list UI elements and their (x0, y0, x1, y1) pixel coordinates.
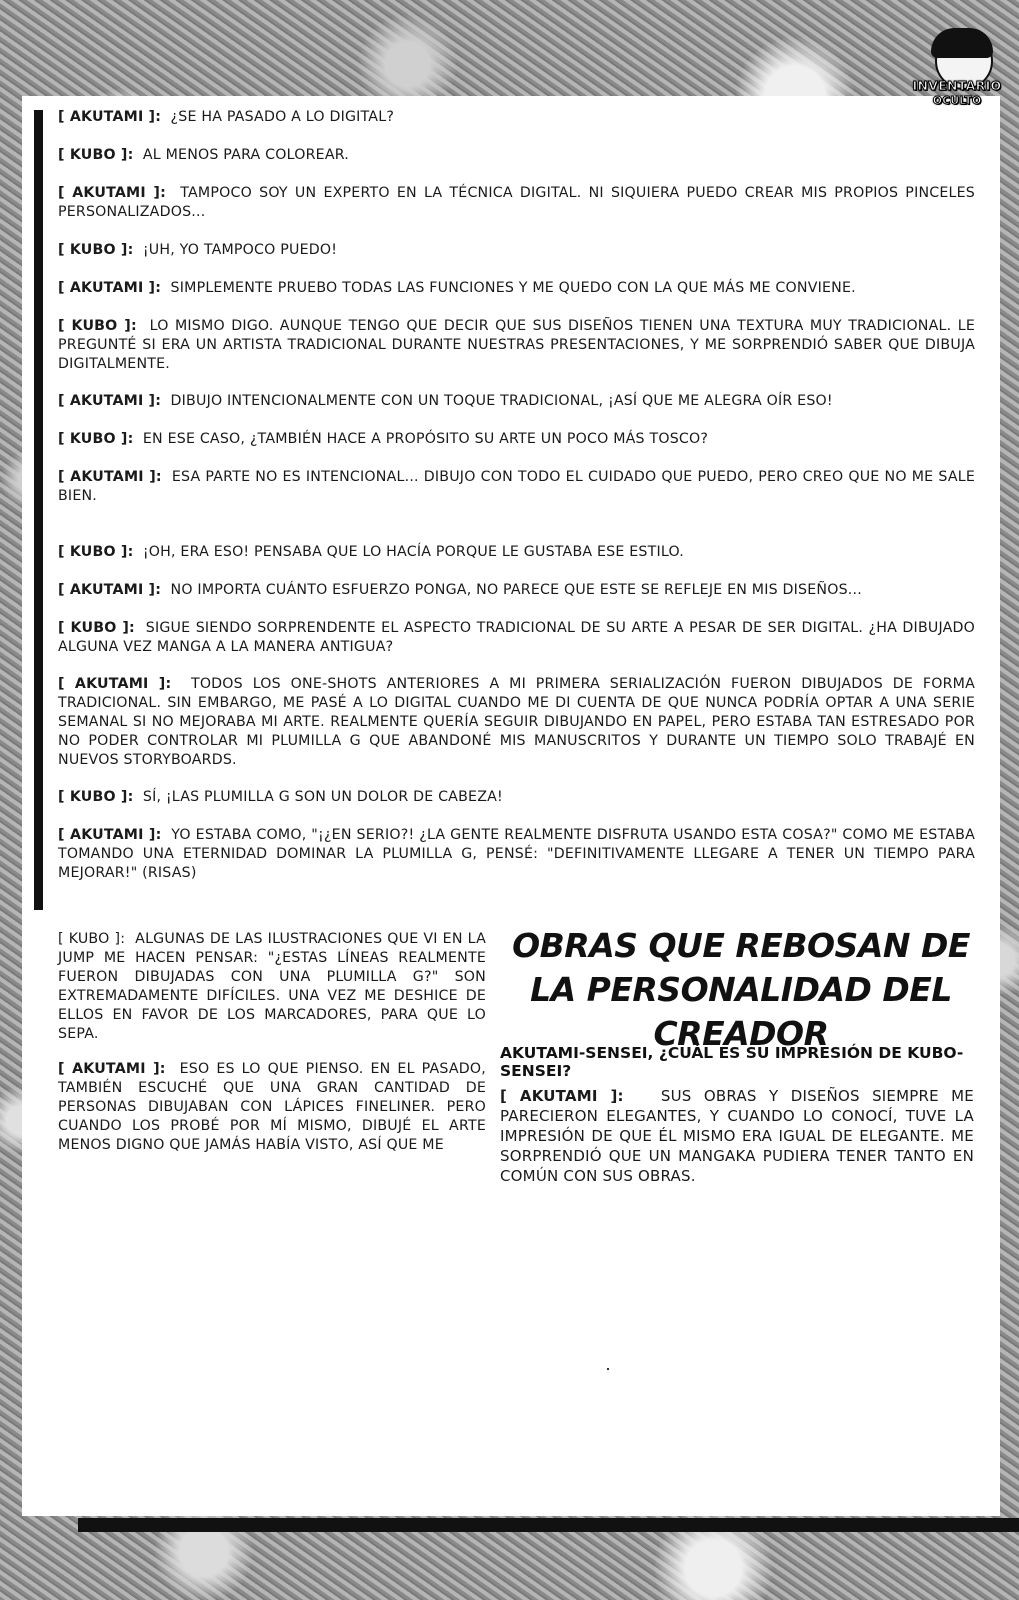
dialogue-p10: [ AKUTAMI ]: NO IMPORTA CUÁNTO ESFUERZO PONGA, NO PARECE QUE ESTE SE REFLEJE EN MIS DISEÑOS... (58, 582, 862, 598)
dialogue-p5: [ KUBO ]: LO MISMO DIGO. AUNQUE TENGO QUE DECIR QUE SUS DISEÑOS TIENEN UNA TEXTURA MUY TRADICIONAL. LE PREGUNTÉ SI ERA UN ARTISTA TRADICIONAL DURANTE NUESTRAS PRESENTACIONES, Y ME SORPRENDIÓ SABER QUE DIBUJA DIGITALMENTE. (58, 318, 976, 372)
dialogue-p13: [ KUBO ]: SÍ, ¡LAS PLUMILLA G SON UN DOLOR DE CABEZA! (58, 789, 503, 805)
dialogue-p14: [ AKUTAMI ]: YO ESTABA COMO, "¡¿EN SERIO?! ¿LA GENTE REALMENTE DISFRUTA USANDO ESTA COSA?" COMO ME ESTABA TOMANDO UNA ETERNIDAD DOMINAR LA PLUMILLA G, PENSÉ: "DEFINITIVAMENTE LLEGARE A TENER UN TIEMPO PARA MEJORAR!" (RISAS) (58, 827, 975, 881)
logo-hair-icon (931, 28, 993, 58)
inventario-oculto-logo (905, 26, 1009, 114)
section-answer: [ AKUTAMI ]: SUS OBRAS Y DISEÑOS SIEMPRE ME PARECIERON ELEGANTES, Y CUANDO LO CONOCÍ, TUVE LA IMPRESIÓN DE QUE ÉL MISMO ERA IGUAL DE ELEGANTE. ME SORPRENDIÓ QUE UN MANGAKA PUDIERA TENER TANTO EN COMÚN CON SUS OBRAS. (500, 1087, 974, 1185)
section-title: OBRAS QUE REBOSAN DE LA PERSONALIDAD DEL CREADOR (512, 926, 970, 1053)
dialogue-p9: [ KUBO ]: ¡OH, ERA ESO! PENSABA QUE LO HACÍA PORQUE LE GUSTABA ESE ESTILO. (58, 544, 684, 560)
logo-line2: OCULTO (932, 94, 982, 107)
section-question: AKUTAMI-SENSEI, ¿CUÁL ES SU IMPRESIÓN DE KUBO-SENSEI? (500, 1044, 964, 1080)
dialogue-p11: [ KUBO ]: SIGUE SIENDO SORPRENDENTE EL ASPECTO TRADICIONAL DE SU ARTE A PESAR DE SER DIGITAL. ¿HA DIBUJADO ALGUNA VEZ MANGA A LA MANERA ANTIGUA? (58, 620, 975, 655)
logo-line1: INVENTARIO (912, 78, 1002, 93)
dialogue-p2: [ AKUTAMI ]: TAMPOCO SOY UN EXPERTO EN LA TÉCNICA DIGITAL. NI SIQUIERA PUEDO CREAR MIS PROPIOS PINCELES PERSONALIZADOS... (58, 185, 976, 220)
dialogue-p4: [ AKUTAMI ]: SIMPLEMENTE PRUEBO TODAS LAS FUNCIONES Y ME QUEDO CON LA QUE MÁS ME CONVIENE. (58, 280, 856, 296)
dialogue-p7: [ KUBO ]: EN ESE CASO, ¿TAMBIÉN HACE A PROPÓSITO SU ARTE UN POCO MÁS TOSCO? (58, 431, 709, 447)
left-border-bar (34, 110, 43, 910)
dialogue-p3: [ KUBO ]: ¡UH, YO TAMPOCO PUEDO! (58, 242, 338, 258)
dialogue-p6: [ AKUTAMI ]: DIBUJO INTENCIONALMENTE CON UN TOQUE TRADICIONAL, ¡ASÍ QUE ME ALEGRA OÍR ESO! (58, 393, 833, 409)
left-column-p0: [ KUBO ]: ALGUNAS DE LAS ILUSTRACIONES QUE VI EN LA JUMP ME HACEN PENSAR: "¿ESTAS LÍNEAS REALMENTE FUERON DIBUJADAS CON UNA PLUMILLA G?" SON EXTREMADAMENTE DIFÍCILES. UNA VEZ ME DESHICE DE ELLOS EN FAVOR DE LOS MARCADORES, PARA QUE LO SEPA. (58, 931, 486, 1042)
stray-dot (607, 1368, 609, 1370)
dialogue-p12: [ AKUTAMI ]: TODOS LOS ONE-SHOTS ANTERIORES A MI PRIMERA SERIALIZACIÓN FUERON DIBUJADOS DE FORMA TRADICIONAL. SIN EMBARGO, ME PASÉ A LO DIGITAL CUANDO ME DI CUENTA DE QUE NUNCA PODRÍA OPTAR A UNA SERIE SEMANAL SI NO MEJORABA MI ARTE. REALMENTE QUERÍA SEGUIR DIBUJANDO EN PAPEL, PERO ESTABA TAN ESTRESADO POR NO PODER CONTROLAR MI PLUMILLA G QUE ABANDONÉ MIS MANUSCRITOS Y DURANTE UN TIEMPO SOLO TRABAJÉ EN NUEVOS STORYBOARDS. (58, 676, 976, 768)
dialogue-p1: [ KUBO ]: AL MENOS PARA COLOREAR. (58, 147, 349, 163)
bottom-border-bar (78, 1518, 1019, 1532)
dialogue-p0: [ AKUTAMI ]: ¿SE HA PASADO A LO DIGITAL? (58, 109, 395, 125)
dialogue-p8: [ AKUTAMI ]: ESA PARTE NO ES INTENCIONAL... DIBUJO CON TODO EL CUIDADO QUE PUEDO, PERO CREO QUE NO ME SALE BIEN. (58, 469, 976, 504)
left-column-p1: [ AKUTAMI ]: ESO ES LO QUE PIENSO. EN EL PASADO, TAMBIÉN ESCUCHÉ QUE UNA GRAN CANTIDAD DE PERSONAS DIBUJABAN CON LÁPICES FINELINER. PERO CUANDO LOS PROBÉ POR MÍ MISMO, DIBUJÉ EL ARTE MENOS DIGNO QUE JAMÁS HABÍA VISTO, ASÍ QUE ME (58, 1061, 487, 1153)
